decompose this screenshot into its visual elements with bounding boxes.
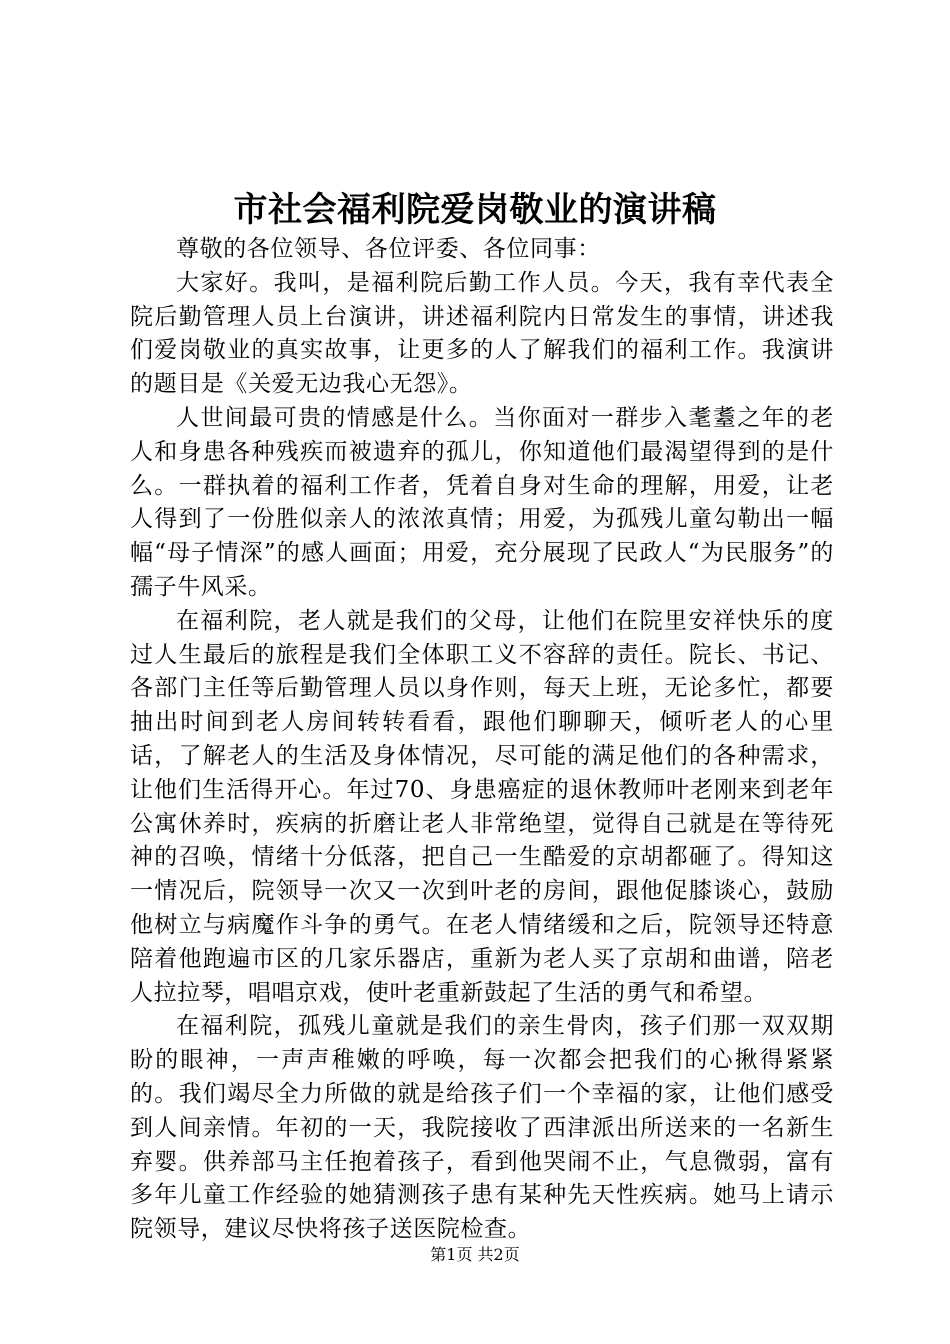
document-body bbox=[130, 233, 834, 1247]
document-title: 市社会福利院爱岗敬业的演讲稿 bbox=[233, 190, 717, 230]
body-paragraph: 在福利院，老人就是我们的父母，让他们在院里安祥快乐的度过人生最后的旅程是我们全体职工义不容辞的责任。院长、书记、各部门主任等后勤管理人员以身作则，每天上班，无论多忙，都要抽出时间到老人房间转转看看，跟他们聊聊天，倾听老人的心里话，了解老人的生活及身体情况，尽可能的满足他们的各种需求，让他们生活得开心。年过70、身患癌症的退休教师叶老刚来到老年公寓休养时，疾病的折磨让老人非常绝望，觉得自己就是在等待死神的召唤，情绪十分低落，把自己一生酷爱的京胡都砸了。得知这一情况后，院领导一次又一次到叶老的房间，跟他促膝谈心，鼓励他树立与病魔作斗争的勇气。在老人情绪缓和之后，院领导还特意陪着他跑遍市区的几家乐器店，重新为老人买了京胡和曲谱，陪老人拉拉琴，唱唱京戏，使叶老重新鼓起了生活的勇气和希望。 bbox=[130, 607, 834, 1006]
body-paragraph: 人世间最可贵的情感是什么。当你面对一群步入耄耋之年的老人和身患各种残疾而被遗弃的孤儿，你知道他们最渴望得到的是什么。一群执着的福利工作者，凭着自身对生命的理解，用爱，让老人得到了一份胜似亲人的浓浓真情；用爱，为孤残儿童勾勒出一幅幅“母子情深”的感人画面；用爱，充分展现了民政人“为民服务”的孺子牛风采。 bbox=[130, 404, 834, 600]
page-number-footer: 第1页 共2页 bbox=[430, 1245, 520, 1264]
body-paragraph: 大家好。我叫，是福利院后勤工作人员。今天，我有幸代表全院后勤管理人员上台演讲，讲述福利院内日常发生的事情，讲述我们爱岗敬业的真实故事，让更多的人了解我们的福利工作。我演讲的题目是《关爱无边我心无怨》。 bbox=[130, 269, 834, 398]
salutation-paragraph: 尊敬的各位领导、各位评委、各位同事： bbox=[176, 236, 601, 262]
body-paragraph: 在福利院，孤残儿童就是我们的亲生骨肉，孩子们那一双双期盼的眼神，一声声稚嫩的呼唤，每一次都会把我们的心揪得紧紧的。我们竭尽全力所做的就是给孩子们一个幸福的家，让他们感受到人间亲情。年初的一天，我院接收了西津派出所送来的一名新生弃婴。供养部马主任抱着孩子，看到他哭闹不止，气息微弱，富有多年儿童工作经验的她猜测孩子患有某种先天性疾病。她马上请示院领导，建议尽快将孩子送医院检查。 bbox=[130, 1013, 834, 1243]
